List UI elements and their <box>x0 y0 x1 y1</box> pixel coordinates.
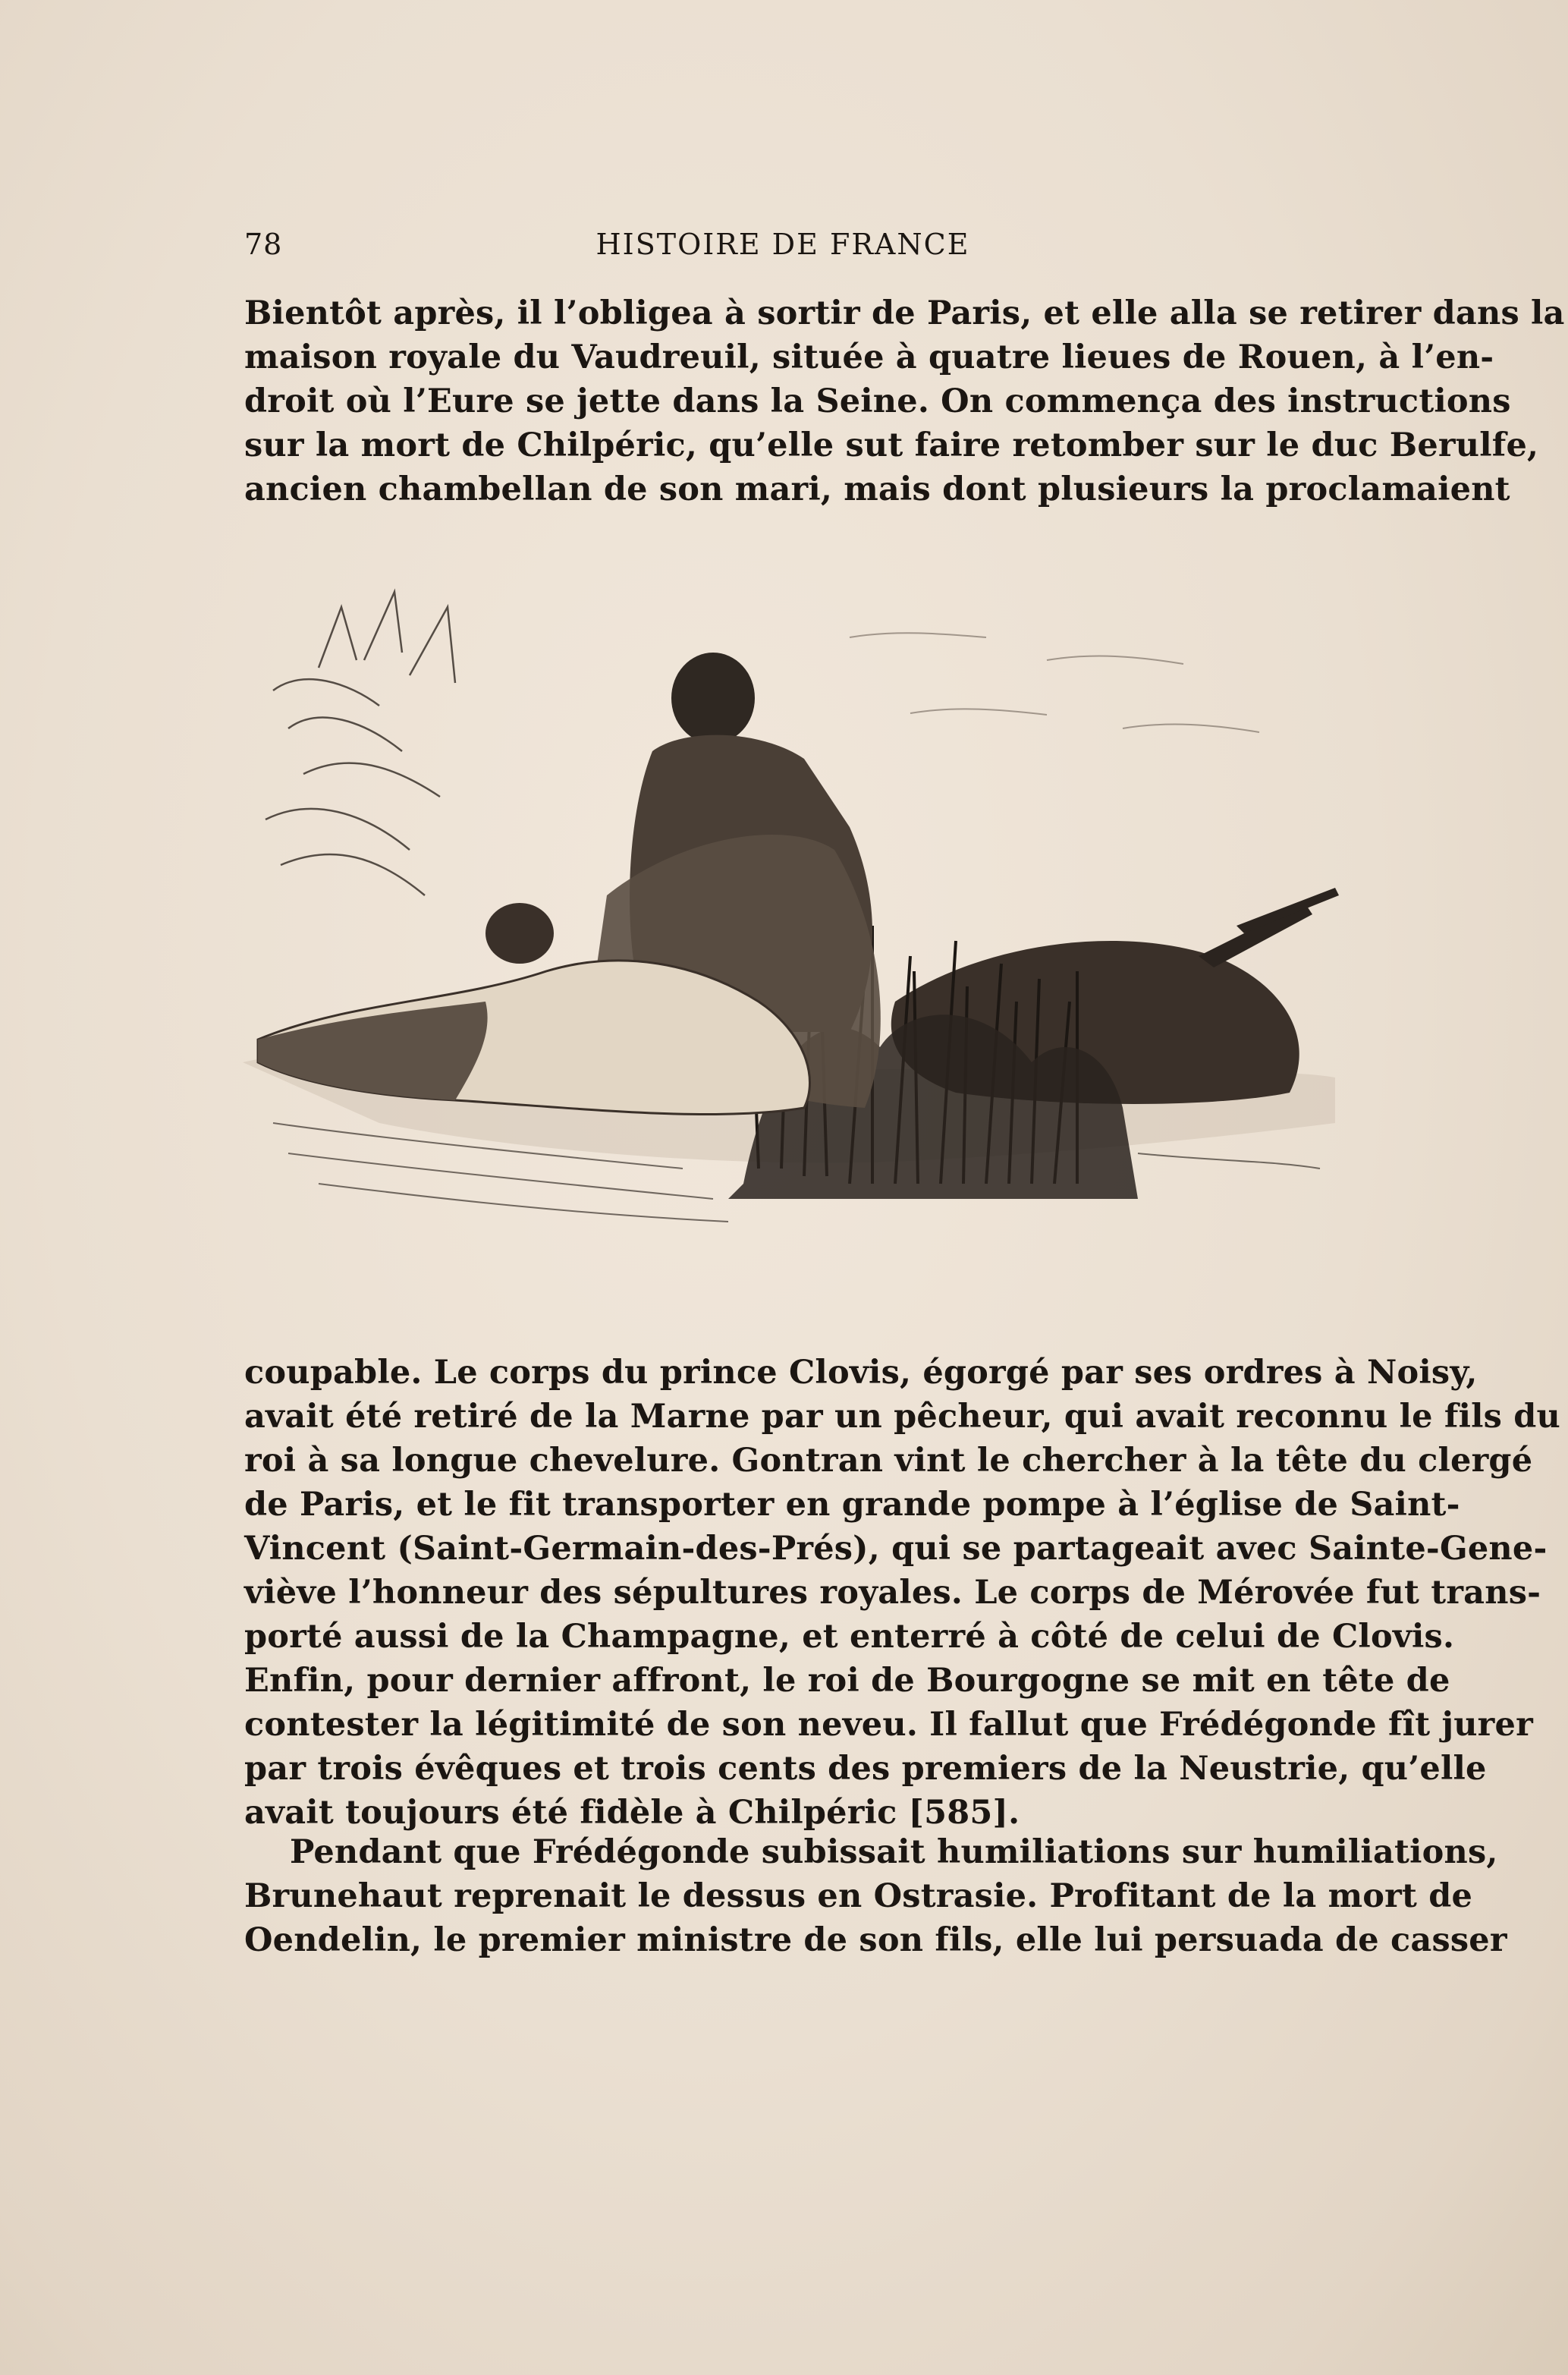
text-line: viève l’honneur des sépultures royales. Le corps de Mérovée fut trans- <box>244 1574 1541 1612</box>
text-line: droit où l’Eure se jette dans la Seine. On commença des instructions <box>244 382 1511 420</box>
text-line: porté aussi de la Champagne, et enterré à côté de celui de Clovis. <box>244 1618 1455 1656</box>
text-block-paragraph-2 <box>244 1830 1507 1962</box>
text-line: Pendant que Frédégonde subissait humiliations sur humiliations, <box>290 1833 1498 1871</box>
text-line: contester la légitimité de son neveu. Il fallut que Frédégonde fît jurer <box>244 1706 1533 1744</box>
running-head <box>244 228 1321 266</box>
text-block-top <box>244 291 1565 511</box>
page-number: 78 <box>244 228 283 261</box>
text-line: Vincent (Saint-Germain-des-Prés), qui se partageait avec Sainte-Gene- <box>244 1530 1548 1568</box>
text-line: Oendelin, le premier ministre de son fils, elle lui persuada de casser <box>244 1921 1507 1959</box>
text-block-bottom <box>244 1351 1560 1835</box>
text-line: sur la mort de Chilpéric, qu’elle sut faire retomber sur le duc Berulfe, <box>244 426 1539 464</box>
running-title: HISTOIRE DE FRANCE <box>595 228 970 261</box>
text-line: coupable. Le corps du prince Clovis, égorgé par ses ordres à Noisy, <box>244 1354 1478 1392</box>
text-line: Bientôt après, il l’obligea à sortir de Paris, et elle alla se retirer dans la <box>244 294 1565 332</box>
text-line: maison royale du Vaudreuil, située à quatre lieues de Rouen, à l’en- <box>244 338 1494 376</box>
text-line: ancien chambellan de son mari, mais dont plusieurs la proclamaient <box>244 470 1510 508</box>
text-line: de Paris, et le fit transporter en grande pompe à l’église de Saint- <box>244 1486 1460 1524</box>
text-line: avait été retiré de la Marne par un pêcheur, qui avait reconnu le fils du <box>244 1398 1560 1436</box>
text-line: par trois évêques et trois cents des premiers de la Neustrie, qu’elle <box>244 1750 1487 1788</box>
text-line: Brunehaut reprenait le dessus en Ostrasie. Profitant de la mort de <box>244 1877 1473 1915</box>
text-line: roi à sa longue chevelure. Gontran vint le chercher à la tête du clergé <box>244 1442 1533 1480</box>
engraving-illustration <box>228 577 1350 1290</box>
text-line: Enfin, pour dernier affront, le roi de Bourgogne se mit en tête de <box>244 1662 1450 1700</box>
text-line: avait toujours été fidèle à Chilpéric [585]. <box>244 1794 1020 1832</box>
engraving-fisherman-finds-body-icon <box>228 577 1350 1290</box>
